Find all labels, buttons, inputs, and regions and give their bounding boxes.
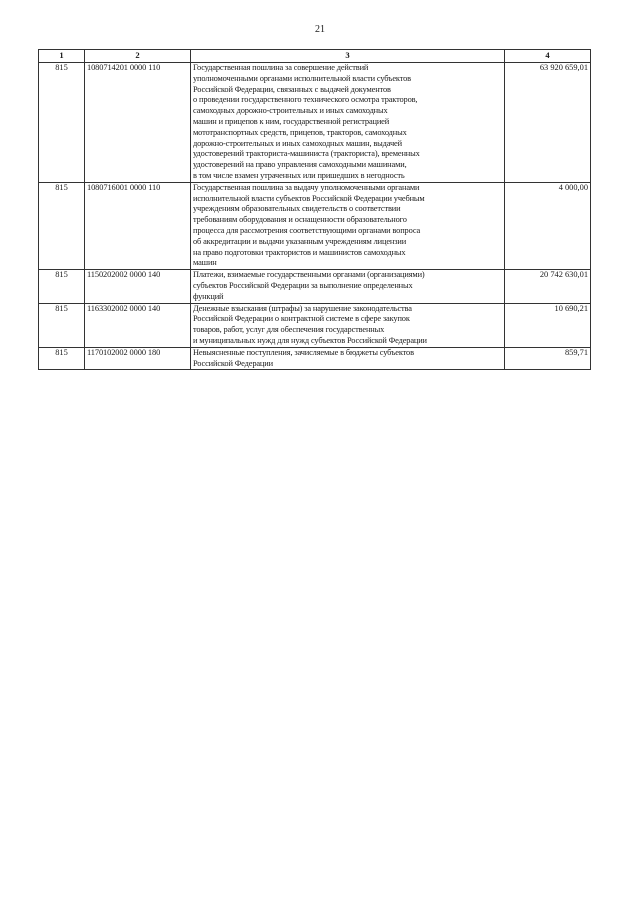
description-line: машин и прицепов к ним, государственной регистрацией [193,116,390,126]
description-line: о проведении государственного технического осмотра тракторов, [193,95,418,105]
description-line: Российской Федерации [193,358,273,368]
admin-code-cell: 815 [39,182,85,269]
description-line: Невыясненные поступления, зачисляемые в бюджеты субъектов [193,347,414,357]
table-row [39,303,591,347]
description-line: учреждениям образовательных свидетельств о соответствии [193,204,401,214]
revenue-code-cell: 1080714201 0000 110 [85,63,191,183]
revenue-code-cell: 1163302002 0000 140 [85,303,191,347]
revenue-code-cell: 1080716001 0000 110 [85,182,191,269]
description-cell [191,347,505,370]
description-line: и муниципальных нужд для нужд субъектов Российской Федерации [193,335,427,345]
table-row [39,270,591,303]
description-line: уполномоченными органами исполнительной власти субъектов [193,73,411,83]
description-line: на право подготовки трактористов и машинистов самоходных [193,247,406,257]
description-line: Государственная пошлина за выдачу уполномоченными органами [193,182,420,192]
column-header-1: 1 [39,50,85,63]
description-cell [191,270,505,303]
description-line: удостоверений тракториста-машиниста (тракториста), временных [193,149,420,159]
description-line: субъектов Российской Федерации за выполнение определенных [193,280,413,290]
amount-cell: 4 000,00 [505,182,591,269]
description-line: требованиям оборудования и оснащенности образовательного [193,215,407,225]
description-line: исполнительной власти субъектов Российской Федерации учебным [193,193,425,203]
description-line: Денежные взыскания (штрафы) за нарушение законодательства [193,303,412,313]
description-line: самоходных дорожно-строительных и иных самоходных [193,106,388,116]
description-line: мототранспортных средств, прицепов, тракторов, самоходных [193,127,407,137]
description-line: удостоверений на право управления самоходными машинами, [193,160,407,170]
description-line: об аккредитации и выдачи указанным учреждениям лицензии [193,236,407,246]
admin-code-cell: 815 [39,303,85,347]
description-line: Российской Федерации, связанных с выдачей документов [193,84,391,94]
description-cell [191,63,505,183]
description-cell [191,182,505,269]
table-body [39,63,591,370]
page-number: 21 [315,24,325,35]
description-line: Платежи, взимаемые государственными органами (организациями) [193,270,425,280]
amount-cell: 10 690,21 [505,303,591,347]
admin-code-cell: 815 [39,63,85,183]
amount-cell: 20 742 630,01 [505,270,591,303]
table-row [39,182,591,269]
column-header-3: 3 [191,50,505,63]
description-line: товаров, работ, услуг для обеспечения государственных [193,325,385,335]
description-line: дорожно-строительных и иных самоходных машин, выдачей [193,138,402,148]
amount-cell: 859,71 [505,347,591,370]
description-line: машин [193,258,217,268]
admin-code-cell: 815 [39,270,85,303]
column-header-2: 2 [85,50,191,63]
table-header-row [39,50,591,63]
description-line: процесса для рассмотрения соответствующими органами вопроса [193,225,421,235]
revenue-table [38,49,591,370]
table-row [39,63,591,183]
table-row [39,347,591,370]
description-line: Российской Федерации о контрактной системе в сфере закупок [193,314,410,324]
description-line: функций [193,291,224,301]
column-header-4: 4 [505,50,591,63]
description-line: в том числе взамен утраченных или пришедших в негодность [193,170,405,180]
revenue-code-cell: 1170102002 0000 180 [85,347,191,370]
admin-code-cell: 815 [39,347,85,370]
description-cell [191,303,505,347]
amount-cell: 63 920 659,01 [505,63,591,183]
revenue-code-cell: 1150202002 0000 140 [85,270,191,303]
description-line: Государственная пошлина за совершение действий [193,63,369,72]
